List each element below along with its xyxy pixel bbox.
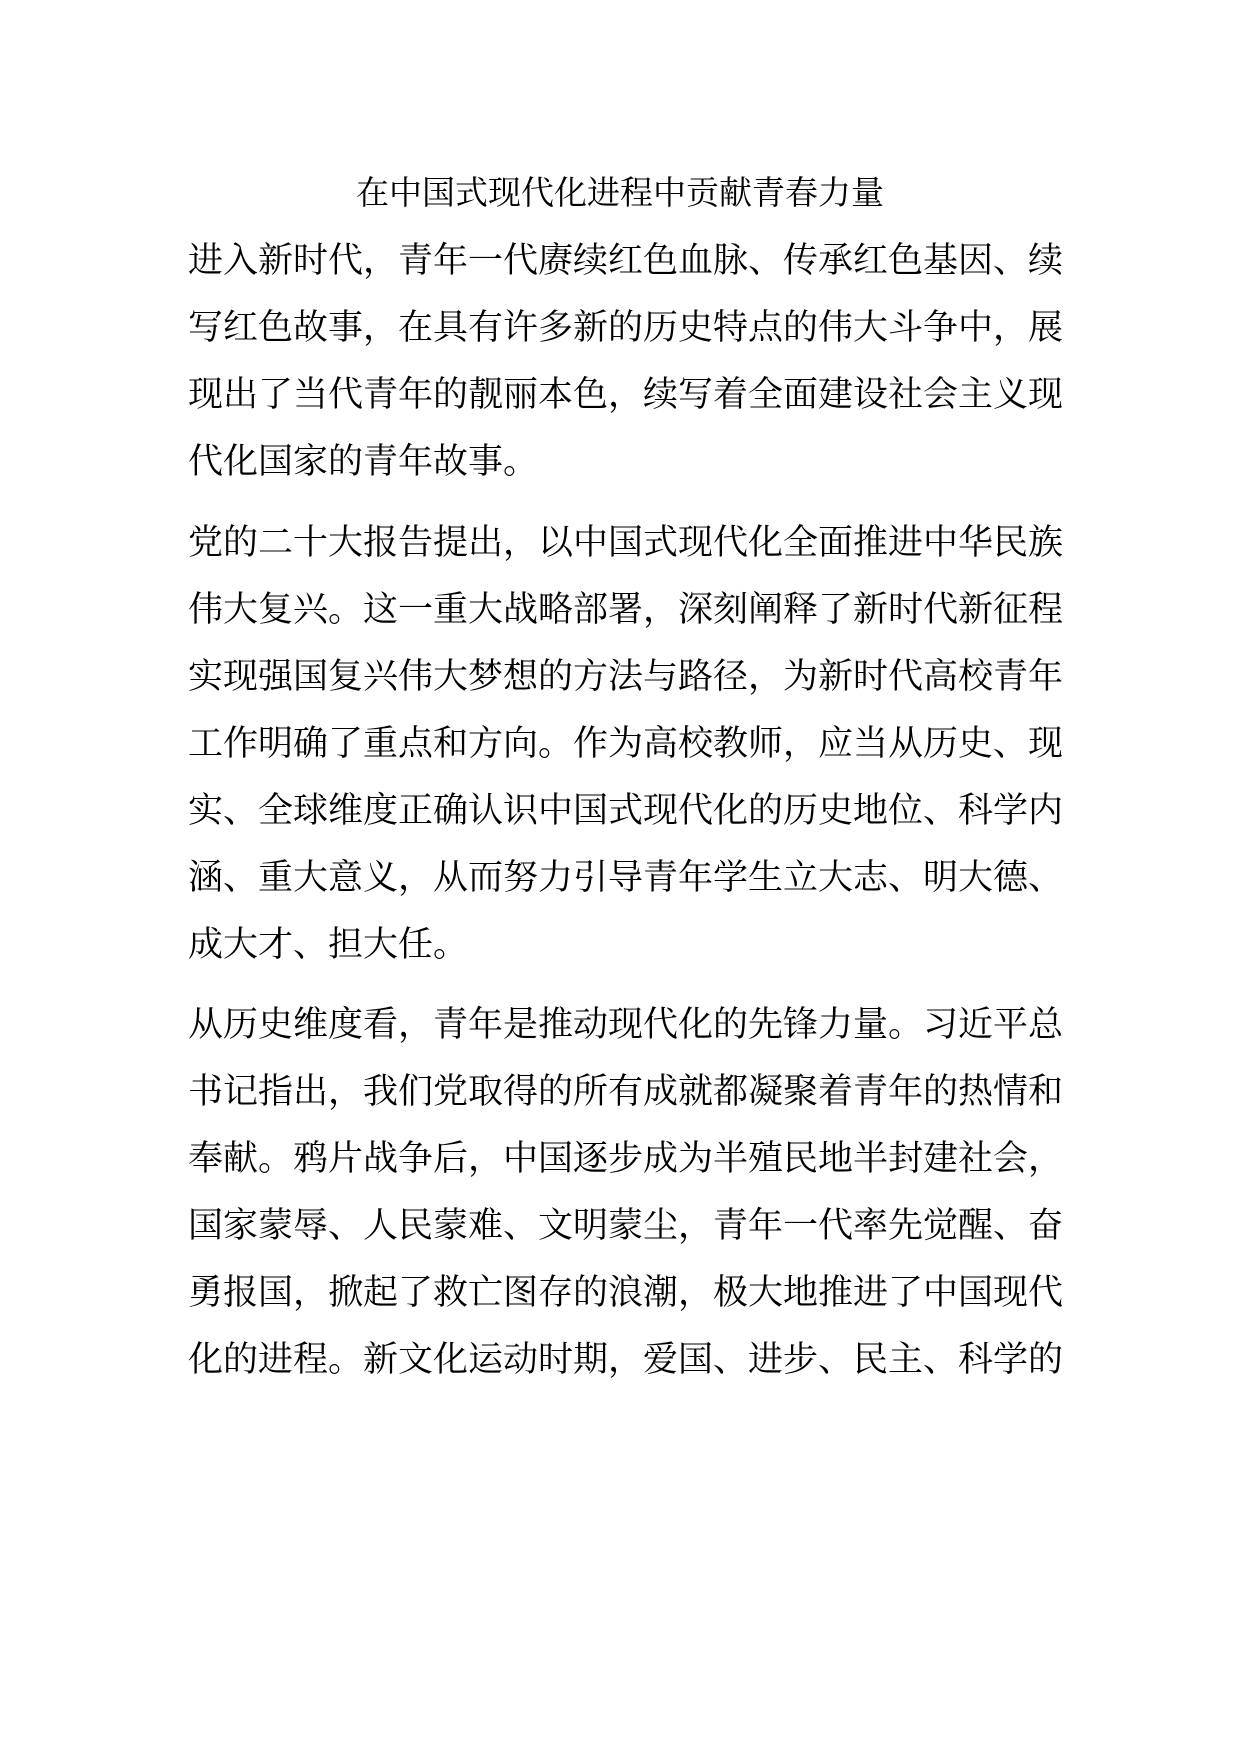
paragraph-line: 现出了当代青年的靓丽本色，续写着全面建设社会主义现 bbox=[188, 375, 1064, 415]
paragraph-line: 代化国家的青年故事。 bbox=[188, 442, 539, 482]
paragraph-line: 书记指出，我们党取得的所有成就都凝聚着青年的热情和 bbox=[188, 1072, 1064, 1112]
paragraph-line: 成大才、担大任。 bbox=[188, 925, 469, 965]
paragraph-line: 党的二十大报告提出，以中国式现代化全面推进中华民族 bbox=[188, 523, 1064, 563]
paragraph-line: 化的进程。新文化运动时期，爱国、进步、民主、科学的 bbox=[188, 1340, 1064, 1380]
paragraph-line: 工作明确了重点和方向。作为高校教师，应当从历史、现 bbox=[188, 724, 1064, 764]
paragraph-line: 进入新时代，青年一代赓续红色血脉、传承红色基因、续 bbox=[188, 241, 1064, 281]
paragraph-line: 勇报国，掀起了救亡图存的浪潮，极大地推进了中国现代 bbox=[188, 1273, 1064, 1313]
paragraph-line: 从历史维度看，青年是推动现代化的先锋力量。习近平总 bbox=[188, 1005, 1064, 1045]
paragraph-line: 实现强国复兴伟大梦想的方法与路径，为新时代高校青年 bbox=[188, 657, 1064, 697]
document-title: 在中国式现代化进程中贡献青春力量 bbox=[356, 173, 884, 212]
paragraph-line: 实、全球维度正确认识中国式现代化的历史地位、科学内 bbox=[188, 791, 1064, 831]
paragraph-line: 写红色故事，在具有许多新的历史特点的伟大斗争中，展 bbox=[188, 308, 1064, 348]
paragraph-line: 奉献。鸦片战争后，中国逐步成为半殖民地半封建社会， bbox=[188, 1139, 1064, 1179]
paragraph-line: 国家蒙辱、人民蒙难、文明蒙尘，青年一代率先觉醒、奋 bbox=[188, 1206, 1064, 1246]
paragraph-line: 伟大复兴。这一重大战略部署，深刻阐释了新时代新征程 bbox=[188, 590, 1064, 630]
paragraph-line: 涵、重大意义，从而努力引导青年学生立大志、明大德、 bbox=[188, 858, 1064, 898]
